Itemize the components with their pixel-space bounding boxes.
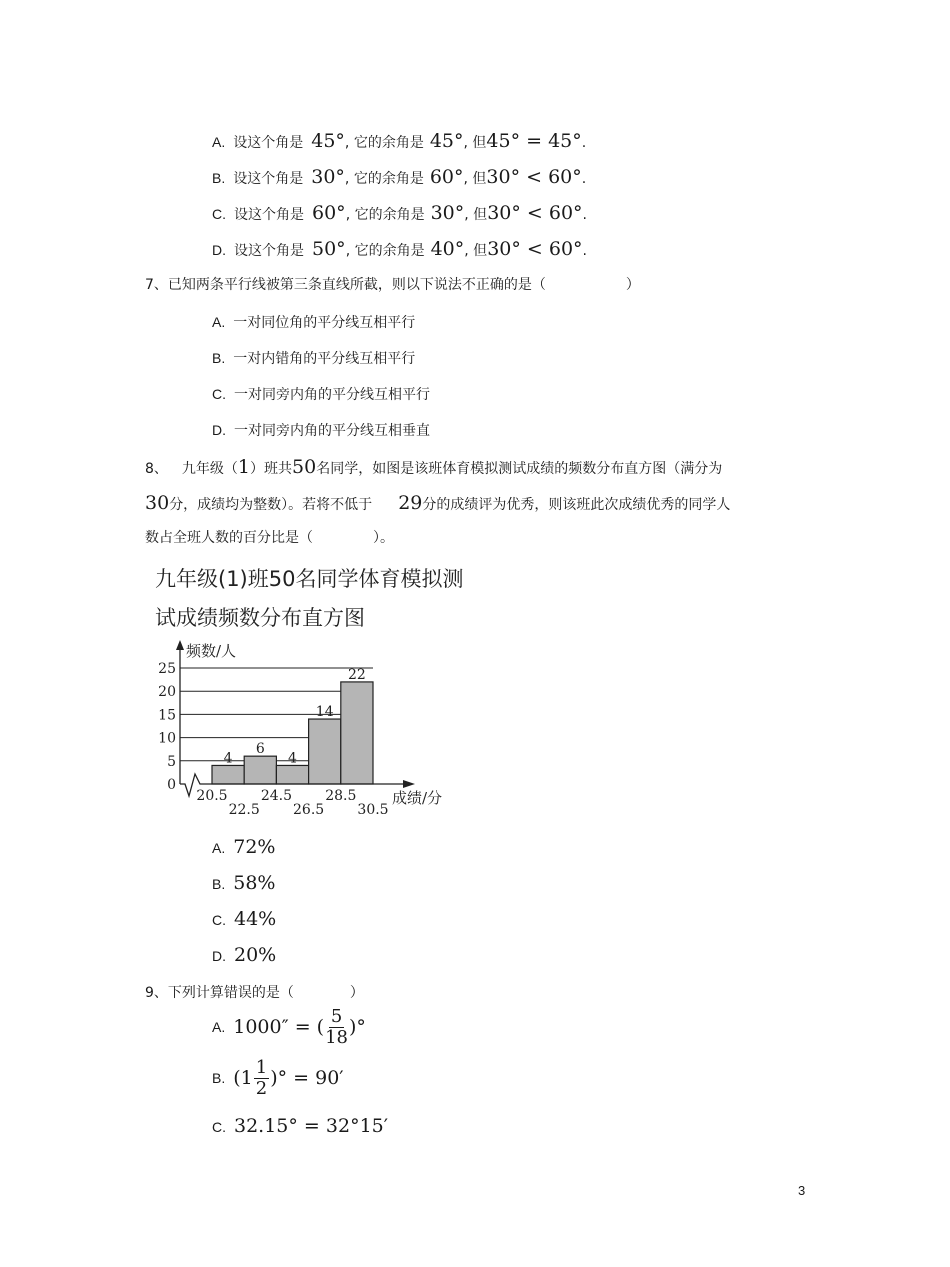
- q8-math: 1: [237, 456, 251, 478]
- option-text: .: [582, 207, 587, 223]
- option-text: , 它的余角是: [345, 207, 425, 223]
- q8-text: ）。: [373, 530, 394, 546]
- math-expression: )° = 90′: [270, 1067, 344, 1089]
- math-expression: 30°: [311, 166, 345, 188]
- math-expression: )°: [349, 1016, 366, 1038]
- question-7-stem: [145, 275, 640, 295]
- option-letter: A.: [212, 840, 226, 856]
- question-6-option: [212, 167, 586, 191]
- math-expression: 60°: [312, 202, 346, 224]
- bar-value-label: 4: [223, 750, 233, 767]
- fraction: [254, 1058, 269, 1099]
- option-letter: B.: [212, 1070, 226, 1086]
- question-9-option-a: [212, 1002, 366, 1052]
- bar-value-label: 6: [255, 741, 265, 758]
- option-letter: D.: [212, 422, 226, 438]
- math-expression: 50°: [312, 238, 346, 260]
- fraction: [325, 1007, 348, 1048]
- y-tick-label: 15: [158, 707, 176, 724]
- question-8-option: [212, 837, 275, 861]
- question-7-close: ）: [625, 277, 640, 293]
- question-6-option: [212, 239, 587, 263]
- question-6-option: [212, 131, 586, 155]
- q8-math: 29: [398, 492, 423, 514]
- fraction-denominator: 2: [255, 1077, 268, 1099]
- chart-title-line-1: 九年级(1)班50名同学体育模拟测: [155, 567, 464, 591]
- q8-math: 50: [292, 456, 317, 478]
- question-8-option: [212, 909, 276, 933]
- option-value: 44%: [234, 908, 277, 930]
- option-letter: C.: [212, 912, 226, 928]
- question-9-option-c: [212, 1116, 388, 1140]
- option-text: .: [582, 243, 587, 259]
- question-9-option-b: [212, 1053, 344, 1103]
- histogram-bar: [212, 765, 244, 784]
- option-text: 一对同位角的平分线互相平行: [233, 315, 416, 331]
- option-text: , 但: [464, 207, 488, 223]
- y-axis-arrow: [176, 640, 184, 650]
- page-number: 3: [798, 1183, 806, 1198]
- histogram-bar: [341, 682, 373, 784]
- q8-text: 分，成绩均为整数）。若将不低于: [169, 497, 373, 513]
- option-letter: B.: [212, 350, 226, 366]
- math-expression: 1000″ = (: [233, 1016, 325, 1038]
- option-text: , 它的余角是: [344, 171, 424, 187]
- x-axis-arrow: [403, 780, 415, 788]
- option-value: 20%: [234, 944, 277, 966]
- option-letter: D.: [212, 948, 226, 964]
- option-letter: B.: [212, 876, 226, 892]
- option-text: , 但: [463, 135, 487, 151]
- question-8-line-2: [145, 493, 730, 515]
- option-letter: A.: [212, 134, 226, 150]
- x-tick-label: 22.5: [228, 802, 260, 818]
- option-text: , 但: [464, 243, 488, 259]
- bar-value-label: 14: [315, 704, 334, 721]
- question-8-option: [212, 945, 276, 969]
- option-text: 设这个角是: [234, 207, 304, 223]
- math-expression: 30°: [430, 202, 465, 224]
- math-expression: 45° = 45°: [486, 130, 582, 152]
- question-7-option: [212, 348, 415, 369]
- math-expression: 32.15° = 32°15′: [234, 1115, 389, 1137]
- x-tick-label: 30.5: [357, 802, 389, 818]
- question-8-number: 8、: [145, 461, 168, 477]
- question-8-line-3: [145, 528, 394, 548]
- question-9-close: ）: [349, 985, 364, 1001]
- q8-text: 九年级（: [181, 461, 238, 477]
- question-6-option: [212, 203, 587, 227]
- math-expression: 40°: [430, 238, 465, 260]
- histogram-bar: [309, 719, 341, 784]
- y-tick-label: 10: [158, 730, 176, 747]
- x-tick-label: 26.5: [293, 802, 325, 818]
- question-9-stem: [145, 983, 364, 1003]
- math-expression: (1: [233, 1067, 253, 1089]
- y-tick-label: 20: [158, 684, 176, 701]
- math-expression: 60°: [429, 166, 464, 188]
- option-letter: A.: [212, 1019, 226, 1035]
- math-expression: 30° < 60°: [486, 166, 582, 188]
- fraction-numerator: 5: [330, 1005, 343, 1027]
- option-letter: C.: [212, 1119, 226, 1135]
- math-expression: 30° < 60°: [487, 238, 583, 260]
- option-text: 设这个角是: [233, 135, 304, 151]
- option-letter: C.: [212, 386, 226, 402]
- bar-value-label: 22: [347, 666, 366, 683]
- option-text: .: [581, 171, 587, 187]
- option-text: .: [581, 135, 587, 151]
- option-text: 设这个角是: [234, 243, 304, 259]
- option-letter: C.: [212, 206, 226, 222]
- question-7-option: [212, 420, 430, 441]
- option-letter: A.: [212, 314, 226, 330]
- math-expression: 45°: [311, 130, 345, 152]
- question-7-option: [212, 312, 415, 333]
- option-text: 一对同旁内角的平分线互相平行: [234, 387, 430, 403]
- q8-text: 名同学，如图是该班体育模拟测试成绩的频数分布直方图（满分为: [316, 461, 723, 477]
- math-expression: 30° < 60°: [487, 202, 583, 224]
- x-axis-label: 成绩/分: [392, 789, 443, 807]
- y-tick-label: 5: [167, 753, 176, 770]
- x-tick-label: 28.5: [325, 788, 357, 804]
- q8-text: 数占全班人数的百分比是（: [145, 530, 313, 546]
- option-value: 58%: [233, 872, 276, 894]
- x-tick-label: 24.5: [260, 788, 292, 804]
- q8-text: 分的成绩评为优秀，则该班此次成绩优秀的同学人: [422, 497, 731, 513]
- q8-math: 30: [145, 492, 170, 514]
- histogram-bar: [276, 765, 308, 784]
- chart-title-line-2: 试成绩频数分布直方图: [155, 606, 365, 630]
- y-axis-label: 频数/人: [186, 642, 237, 660]
- option-text: 设这个角是: [233, 171, 304, 187]
- option-value: 72%: [233, 836, 276, 858]
- option-text: 一对内错角的平分线互相平行: [233, 351, 416, 367]
- y-tick-label: 25: [158, 661, 176, 677]
- option-text: , 但: [463, 171, 487, 187]
- bar-value-label: 4: [288, 750, 297, 767]
- math-expression: 45°: [429, 130, 464, 152]
- q8-text: ）班共: [250, 461, 293, 477]
- fraction-denominator: 18: [325, 1026, 349, 1048]
- x-tick-label: 20.5: [196, 788, 228, 804]
- question-7-text: 7、已知两条平行线被第三条直线所截，则以下说法不正确的是（: [145, 277, 546, 293]
- question-8-option: [212, 873, 275, 897]
- question-7-option: [212, 384, 430, 405]
- option-letter: D.: [212, 242, 226, 258]
- option-text: , 它的余角是: [344, 135, 424, 151]
- option-letter: B.: [212, 170, 226, 186]
- question-9-text: 9、下列计算错误的是（: [145, 985, 294, 1001]
- histogram-chart: [145, 632, 465, 822]
- question-8-line-1: [145, 457, 722, 479]
- fraction-numerator: 1: [255, 1056, 268, 1078]
- y-tick-label: 0: [167, 777, 176, 793]
- histogram-bar: [244, 756, 276, 784]
- option-text: , 它的余角是: [345, 243, 425, 259]
- option-text: 一对同旁内角的平分线互相垂直: [234, 423, 430, 439]
